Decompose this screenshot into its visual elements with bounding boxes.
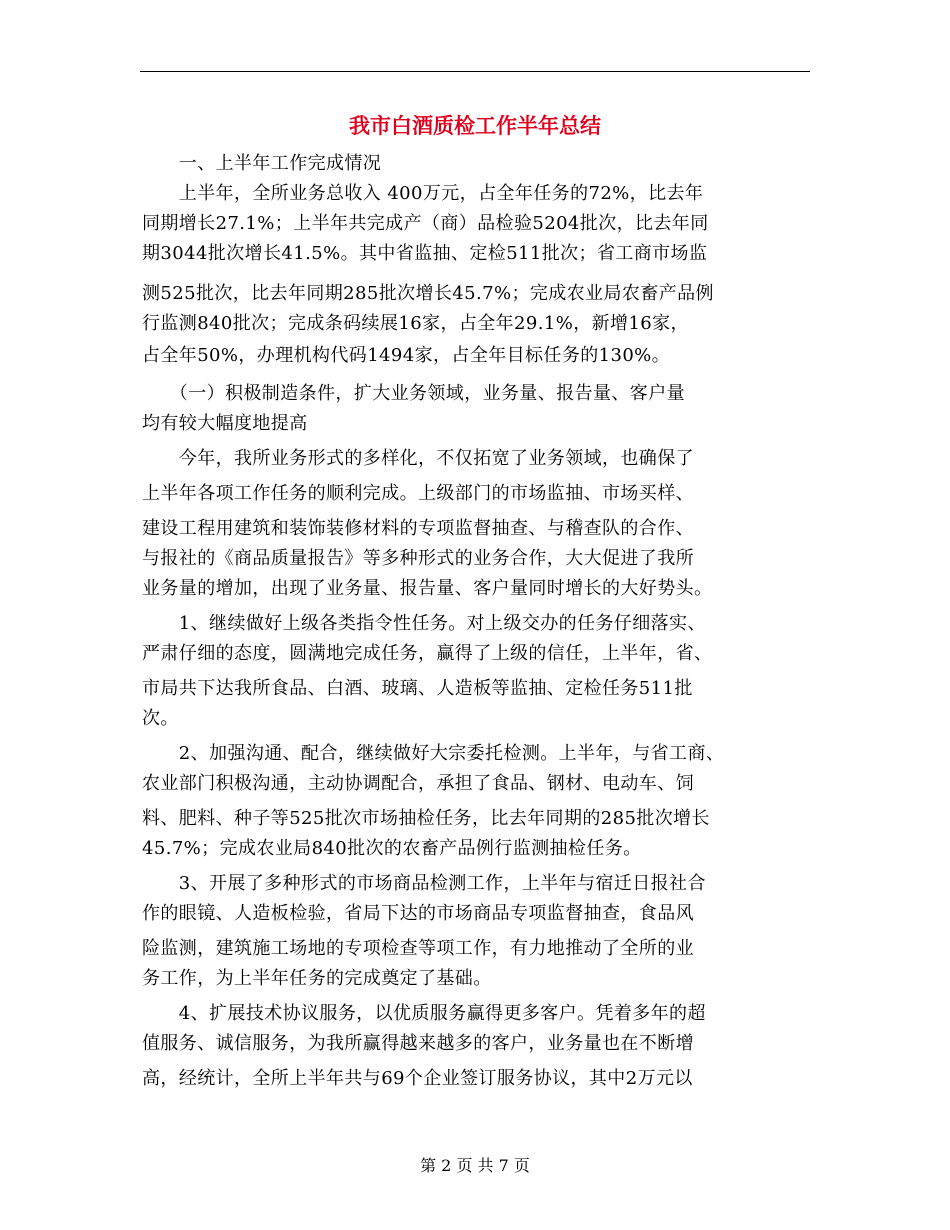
body-line: 与报社的《商品质量报告》等多种形式的业务合作，大大促进了我所	[142, 548, 694, 569]
page-number-footer: 第 2 页 共 7 页	[420, 1156, 530, 1175]
body-line: 45.7%；完成农业局840批次的农畜产品例行监测抽检任务。	[142, 838, 642, 859]
body-line: 险监测，建筑施工场地的专项检查等项工作，有力地推动了全所的业	[142, 938, 694, 959]
body-line: 料、肥料、种子等525批次市场抽检任务，比去年同期的285批次增长	[142, 808, 710, 829]
body-line: 严肃仔细的态度，圆满地完成任务，赢得了上级的信任，上半年，省、	[142, 643, 713, 664]
body-line: 3、开展了多种形式的市场商品检测工作，上半年与宿迁日报社合	[142, 873, 706, 894]
body-line: 今年，我所业务形式的多样化，不仅拓宽了业务领域，也确保了	[142, 448, 694, 469]
body-line: 期3044批次增长41.5%。其中省监抽、定检511批次；省工商市场监	[142, 243, 708, 264]
header-rule	[140, 71, 810, 72]
body-line: 1、继续做好上级各类指令性任务。对上级交办的任务仔细落实、	[142, 613, 706, 634]
body-line: 均有较大幅度地提高	[142, 413, 308, 434]
body-line: 建设工程用建筑和装饰装修材料的专项监督抽查、与稽查队的合作、	[142, 518, 694, 539]
body-line: 次。	[142, 708, 179, 729]
body-line: 占全年50%，办理机构代码1494家，占全年目标任务的130%。	[142, 345, 671, 366]
body-line: 2、加强沟通、配合，继续做好大宗委托检测。上半年，与省工商、	[142, 743, 725, 764]
body-line: 行监测840批次；完成条码续展16家，占全年29.1%，新增16家，	[142, 313, 689, 334]
document-title: 我市白酒质检工作半年总结	[349, 113, 601, 138]
body-line: 值服务、诚信服务，为我所赢得越来越多的客户，业务量也在不断增	[142, 1033, 694, 1054]
body-line: 4、扩展技术协议服务，以优质服务赢得更多客户。凭着多年的超	[142, 1003, 706, 1024]
body-line: 上半年，全所业务总收入 400万元，占全年任务的72%，比去年	[142, 183, 704, 204]
body-line: 上半年各项工作任务的顺利完成。上级部门的市场监抽、市场买样、	[142, 483, 694, 504]
body-line: 业务量的增加，出现了业务量、报告量、客户量同时增长的大好势头。	[142, 578, 713, 599]
body-line: 一、上半年工作完成情况	[142, 153, 382, 174]
body-line: 高，经统计，全所上半年共与69个企业签订服务协议，其中2万元以	[142, 1068, 693, 1089]
body-line: （一）积极制造条件，扩大业务领域，业务量、报告量、客户量	[142, 383, 685, 404]
body-line: 市局共下达我所食品、白酒、玻璃、人造板等监抽、定检任务511批	[142, 678, 693, 699]
body-line: 农业部门积极沟通，主动协调配合，承担了食品、钢材、电动车、饲	[142, 773, 694, 794]
body-line: 作的眼镜、人造板检验，省局下达的市场商品专项监督抽查，食品风	[142, 903, 694, 924]
body-line: 测525批次，比去年同期285批次增长45.7%；完成农业局农畜产品例	[142, 283, 714, 304]
body-line: 务工作，为上半年任务的完成奠定了基础。	[142, 968, 492, 989]
body-line: 同期增长27.1%；上半年共完成产（商）品检验5204批次，比去年同	[142, 213, 709, 234]
